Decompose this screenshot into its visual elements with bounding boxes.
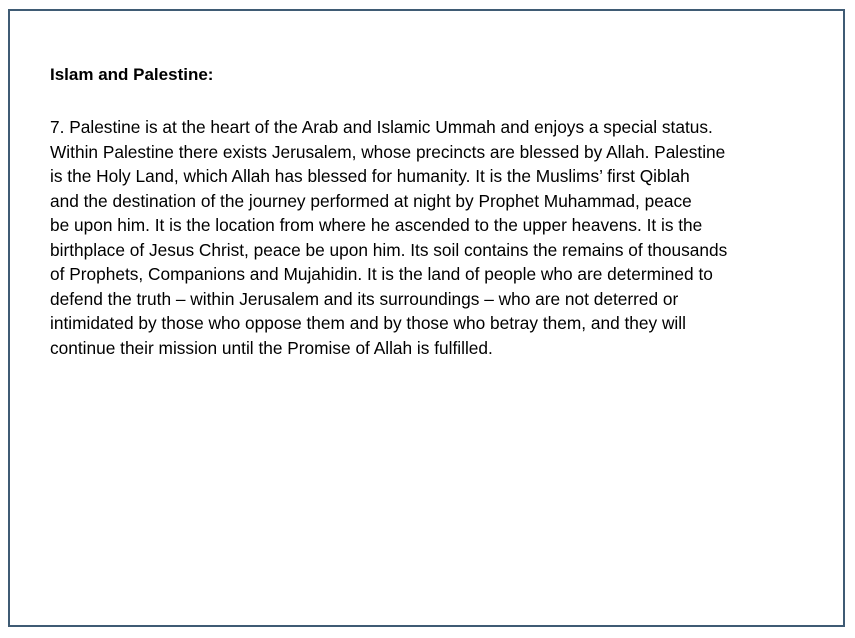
document-frame (8, 9, 845, 627)
section-heading: Islam and Palestine: (50, 65, 214, 84)
paragraph-line: of Prophets, Companions and Mujahidin. It is the land of people who are determined to (50, 264, 713, 284)
paragraph-line: defend the truth – within Jerusalem and its surroundings – who are not deterred or (50, 288, 679, 309)
paragraph-line: and the destination of the journey performed at night by Prophet Muhammad, peace (50, 190, 692, 211)
paragraph-line: intimidated by those who oppose them and by those who betray them, and they will (50, 313, 686, 333)
paragraph-line: continue their mission until the Promise of Allah is fulfilled. (50, 337, 493, 358)
paragraph-line: birthplace of Jesus Christ, peace be upon him. Its soil contains the remains of thousands (50, 239, 728, 260)
paragraph-line: is the Holy Land, which Allah has blessed for humanity. It is the Muslims’ first Qiblah (50, 166, 690, 186)
paragraph-line: Within Palestine there exists Jerusalem, whose precincts are blessed by Allah. Palestine (50, 141, 726, 162)
paragraph-line: 7. Palestine is at the heart of the Arab and Islamic Ummah and enjoys a special status. (50, 117, 713, 137)
paragraph-line: be upon him. It is the location from where he ascended to the upper heavens. It is the (50, 215, 703, 235)
paragraph-article-7 (50, 115, 835, 360)
